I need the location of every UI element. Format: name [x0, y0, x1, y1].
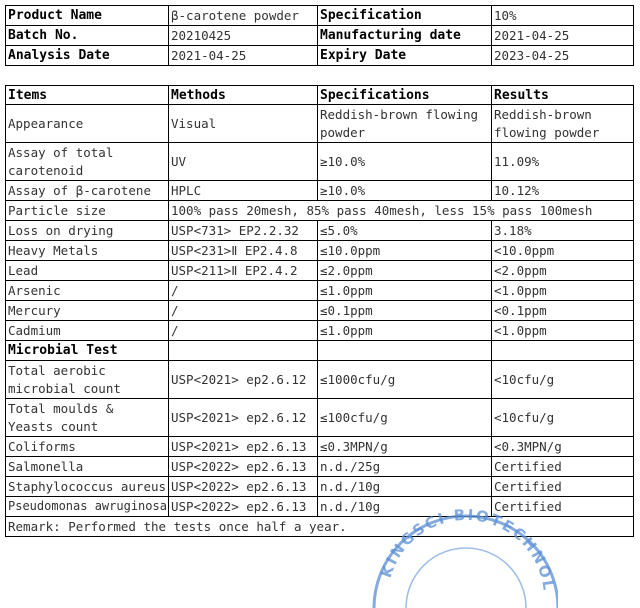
item-cell: Heavy Metals [6, 241, 169, 261]
result-cell: 3.18% [492, 221, 634, 241]
result-cell: Reddish-brown flowing powder [492, 105, 634, 143]
item-cell: Assay of β-carotene [6, 181, 169, 201]
method-cell: USP<2022> ep2.6.13 [169, 497, 318, 517]
microbial-heading-row [6, 341, 634, 361]
method-cell: USP<231>Ⅱ EP2.4.8 [169, 241, 318, 261]
result-cell: 11.09% [492, 143, 634, 181]
spec-cell: ≤0.3MPN/g [318, 437, 492, 457]
expiry-label: Expiry Date [318, 46, 492, 66]
seal-text: KINGSCI BIOTECHNOL [376, 505, 558, 594]
spec-cell: ≤1.0ppm [318, 281, 492, 301]
item-cell: Total aerobic microbial count [6, 361, 169, 399]
table-row [6, 105, 634, 143]
item-cell: Assay of total carotenoid [6, 143, 169, 181]
result-cell: <10.0ppm [492, 241, 634, 261]
spec-cell: Reddish-brown flowing powder [318, 105, 492, 143]
spec-cell: n.d./10g [318, 477, 492, 497]
item-cell: Appearance [6, 105, 169, 143]
col-items: Items [6, 86, 169, 105]
batch-value: 20210425 [169, 26, 318, 46]
spec-cell: ≤5.0% [318, 221, 492, 241]
method-cell: / [169, 281, 318, 301]
spec-cell: ≥10.0% [318, 143, 492, 181]
method-cell: USP<2021> ep2.6.12 [169, 399, 318, 437]
spec-cell: ≤10.0ppm [318, 241, 492, 261]
method-cell: USP<731> EP2.2.32 [169, 221, 318, 241]
method-cell: / [169, 321, 318, 341]
method-cell: Visual [169, 105, 318, 143]
spec-cell: n.d./25g [318, 457, 492, 477]
col-methods: Methods [169, 86, 318, 105]
result-cell: <10cfu/g [492, 361, 634, 399]
method-cell: USP<2021> ep2.6.13 [169, 437, 318, 457]
table-row [6, 181, 634, 201]
batch-label: Batch No. [6, 26, 169, 46]
result-cell: Certified [492, 477, 634, 497]
item-cell: Particle size [6, 201, 169, 221]
microbial-heading: Microbial Test [6, 341, 169, 361]
mfg-label: Manufacturing date [318, 26, 492, 46]
item-cell: Arsenic [6, 281, 169, 301]
table-row [6, 437, 634, 457]
method-cell: HPLC [169, 181, 318, 201]
spec-cell: ≤2.0ppm [318, 261, 492, 281]
particle-size-cell: 100% pass 20mesh, 85% pass 40mesh, less 15% pass 100mesh [169, 201, 634, 221]
item-cell: Total moulds & Yeasts count [6, 399, 169, 437]
method-cell: UV [169, 143, 318, 181]
result-cell: Certified [492, 497, 634, 517]
item-cell: Pseudomonas awruginosa [6, 497, 169, 517]
analysis-value: 2021-04-25 [169, 46, 318, 66]
item-cell: Lead [6, 261, 169, 281]
result-cell: <0.3MPN/g [492, 437, 634, 457]
mfg-value: 2021-04-25 [492, 26, 634, 46]
table-row [6, 201, 634, 221]
remark: Remark: Performed the tests once half a year. [6, 517, 634, 537]
item-cell: Cadmium [6, 321, 169, 341]
result-cell: <2.0ppm [492, 261, 634, 281]
spec-cell: ≤0.1ppm [318, 301, 492, 321]
table-row [6, 261, 634, 281]
results-table [5, 85, 634, 537]
item-cell: Loss on drying [6, 221, 169, 241]
table-row [6, 399, 634, 437]
product-name-value: β-carotene powder [169, 6, 318, 26]
col-specifications: Specifications [318, 86, 492, 105]
table-row [6, 241, 634, 261]
table-row [6, 477, 634, 497]
item-cell: Coliforms [6, 437, 169, 457]
specification-label: Specification [318, 6, 492, 26]
item-cell: Mercury [6, 301, 169, 321]
table-row [6, 301, 634, 321]
result-cell: 10.12% [492, 181, 634, 201]
spec-cell: ≤1.0ppm [318, 321, 492, 341]
table-row [6, 361, 634, 399]
product-name-label: Product Name [6, 6, 169, 26]
header-table [5, 5, 634, 66]
spec-cell: ≤100cfu/g [318, 399, 492, 437]
spec-cell: ≥10.0% [318, 181, 492, 201]
result-cell: Certified [492, 457, 634, 477]
method-cell: USP<2022> ep2.6.13 [169, 457, 318, 477]
result-cell: <1.0ppm [492, 281, 634, 301]
table-row [6, 457, 634, 477]
method-cell: USP<211>Ⅱ EP2.4.2 [169, 261, 318, 281]
table-row [6, 143, 634, 181]
method-cell: USP<2022> ep2.6.13 [169, 477, 318, 497]
method-cell: USP<2021> ep2.6.12 [169, 361, 318, 399]
item-cell: Salmonella [6, 457, 169, 477]
spec-cell: n.d./10g [318, 497, 492, 517]
spec-cell: ≤1000cfu/g [318, 361, 492, 399]
expiry-value: 2023-04-25 [492, 46, 634, 66]
result-cell: <0.1ppm [492, 301, 634, 321]
table-row [6, 497, 634, 517]
method-cell: / [169, 301, 318, 321]
table-row [6, 321, 634, 341]
table-row [6, 221, 634, 241]
specification-value: 10% [492, 6, 634, 26]
result-cell: <10cfu/g [492, 399, 634, 437]
table-row [6, 281, 634, 301]
col-results: Results [492, 86, 634, 105]
item-cell: Staphylococcus aureus [6, 477, 169, 497]
analysis-label: Analysis Date [6, 46, 169, 66]
result-cell: <1.0ppm [492, 321, 634, 341]
